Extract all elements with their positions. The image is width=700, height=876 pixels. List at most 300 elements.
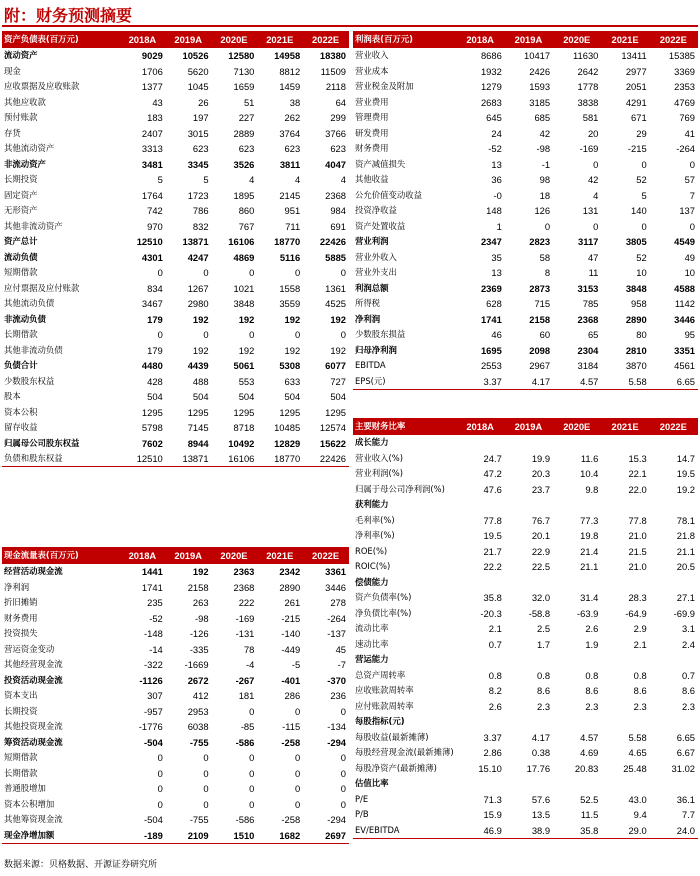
cell-value: 38 xyxy=(289,96,301,108)
row-label: 资产负债率(%) xyxy=(355,592,412,603)
cell-value: -115 xyxy=(282,721,301,733)
row-label: 其他筹资现金流 xyxy=(4,814,63,825)
cell-value: 0 xyxy=(294,798,301,810)
row-label: P/E xyxy=(355,793,369,804)
cell-value: 236 xyxy=(330,690,346,702)
cell-value: 0 xyxy=(340,329,346,341)
title-divider xyxy=(2,25,698,27)
cell-value: 3764 xyxy=(279,127,301,139)
cell-value: 0 xyxy=(203,783,209,795)
balance-sheet-table xyxy=(2,31,349,467)
cell-value: -258 xyxy=(281,736,301,748)
cell-value: 3369 xyxy=(674,65,695,77)
table-header-row xyxy=(2,31,349,48)
cell-value: 15385 xyxy=(668,50,695,62)
cell-value: 628 xyxy=(486,298,502,310)
table-row xyxy=(2,451,349,467)
year-column-header: 2019A xyxy=(505,418,553,435)
cell-value: 35.8 xyxy=(483,592,502,604)
row-label: EPS(元) xyxy=(353,374,457,390)
table-header-row xyxy=(2,547,349,564)
cell-value: 3.37 xyxy=(483,731,502,743)
cell-value: 3153 xyxy=(577,282,599,294)
cell-value: 15.3 xyxy=(628,452,647,464)
cell-value: 13 xyxy=(491,158,502,170)
cell-value: 3313 xyxy=(141,143,163,155)
cell-value: 13 xyxy=(491,267,502,279)
cell-value: 32.0 xyxy=(531,592,551,604)
cell-value: 2873 xyxy=(529,282,551,294)
cell-value xyxy=(650,497,698,513)
cell-value: 42 xyxy=(539,127,551,139)
cell-value: 581 xyxy=(582,112,599,124)
cell-value: 0.8 xyxy=(633,669,647,681)
cell-value: 1706 xyxy=(141,65,163,77)
table-row xyxy=(2,250,349,266)
cell-value: 227 xyxy=(238,112,255,124)
cell-value xyxy=(553,776,601,792)
cell-value: 2.4 xyxy=(681,638,695,650)
cell-value: 1932 xyxy=(480,65,502,77)
cell-value: 57 xyxy=(684,174,695,186)
cell-value: 46 xyxy=(491,329,502,341)
cell-value: -401 xyxy=(281,674,301,686)
cell-value: 36 xyxy=(491,174,502,186)
table-row xyxy=(353,513,698,529)
cash-flow-table xyxy=(2,547,349,844)
cell-value: 11.6 xyxy=(580,452,599,464)
table-row xyxy=(353,668,698,684)
row-label: 财务费用 xyxy=(355,143,389,154)
row-label: 净负债比率(%) xyxy=(355,607,412,618)
cell-value: 2098 xyxy=(529,344,551,356)
year-column-header: 2020E xyxy=(212,547,258,564)
cell-value: 24 xyxy=(491,127,502,139)
cell-value: 2890 xyxy=(625,313,647,325)
cell-value: -335 xyxy=(189,643,209,655)
cell-value: 57.6 xyxy=(531,793,551,805)
cell-value: 3361 xyxy=(325,566,346,578)
cell-value: 17.76 xyxy=(526,762,551,774)
cell-value: 1659 xyxy=(233,81,255,93)
cell-value: 2158 xyxy=(529,313,551,325)
row-label: 营业收入 xyxy=(355,50,389,61)
cell-value: 4769 xyxy=(674,96,695,108)
cell-value: 71.3 xyxy=(483,793,502,805)
row-label: 营业外支出 xyxy=(355,267,397,278)
cell-value: 7 xyxy=(689,189,695,201)
cell-value: 9029 xyxy=(141,50,163,62)
cell-value: 623 xyxy=(192,143,209,155)
cell-value: 27.1 xyxy=(676,592,695,604)
cell-value: 29 xyxy=(636,127,647,139)
cell-value: 767 xyxy=(238,220,255,232)
cell-value: 4 xyxy=(249,174,255,186)
row-label: 现金净增加额 xyxy=(2,828,120,844)
cell-value: 0.38 xyxy=(531,747,551,759)
cell-value: 2980 xyxy=(187,298,209,310)
cell-value: 0.7 xyxy=(488,638,502,650)
cell-value: 2051 xyxy=(625,81,647,93)
cell-value: 2304 xyxy=(577,344,599,356)
cell-value: 2823 xyxy=(529,236,551,248)
row-label: 投资活动现金流 xyxy=(4,674,63,685)
cell-value: 5 xyxy=(157,174,163,186)
table-row xyxy=(2,781,349,797)
cell-value: 1.7 xyxy=(537,638,551,650)
cell-value: 13871 xyxy=(166,451,212,467)
cell-value: 2158 xyxy=(187,581,209,593)
cell-value: 0 xyxy=(157,783,163,795)
cell-value: 7130 xyxy=(233,65,255,77)
cell-value: 3446 xyxy=(674,313,695,325)
cell-value: 7.7 xyxy=(681,809,695,821)
cell-value: 140 xyxy=(631,205,647,217)
cell-value: 3117 xyxy=(578,236,599,248)
cell-value: -52 xyxy=(149,612,163,624)
cell-value: 4.65 xyxy=(628,747,647,759)
cell-value: 671 xyxy=(631,112,647,124)
cell-value xyxy=(457,435,505,451)
cell-value: -215 xyxy=(627,143,647,155)
row-label: 长期投资 xyxy=(4,705,38,716)
year-column-header: 2018A xyxy=(120,31,166,48)
cell-value: 307 xyxy=(147,690,163,702)
cell-value: 5061 xyxy=(233,360,255,372)
cell-value: 685 xyxy=(534,112,551,124)
table-row xyxy=(2,735,349,751)
cell-value: 645 xyxy=(486,112,502,124)
table-row xyxy=(2,626,349,642)
table-row xyxy=(2,219,349,235)
cell-value: 6038 xyxy=(187,721,209,733)
cell-value: 1267 xyxy=(187,282,209,294)
table-row xyxy=(2,312,349,328)
row-label: 营运资金变动 xyxy=(4,643,55,654)
row-label: 少数股东权益 xyxy=(4,375,55,386)
table-row xyxy=(353,95,698,111)
table-row xyxy=(353,621,698,637)
cell-value: 15.9 xyxy=(483,809,502,821)
year-column-header: 2019A xyxy=(505,31,553,48)
row-label: 固定资产 xyxy=(4,189,38,200)
cell-value: 126 xyxy=(534,205,551,217)
cell-value: 3345 xyxy=(187,158,209,170)
cell-value: 504 xyxy=(330,391,346,403)
cell-value: -69.9 xyxy=(673,607,695,619)
cell-value: -504 xyxy=(144,814,163,826)
cell-value: -370 xyxy=(327,674,346,686)
cell-value: 1723 xyxy=(187,189,209,201)
year-column-header: 2019A xyxy=(166,31,212,48)
cell-value: 52 xyxy=(636,174,647,186)
cell-value: 2368 xyxy=(325,189,346,201)
section-header-row xyxy=(353,497,698,513)
table-row xyxy=(2,595,349,611)
cell-value: 2.3 xyxy=(537,700,551,712)
cell-value: 0 xyxy=(340,798,346,810)
cell-value: 6.65 xyxy=(676,731,695,743)
row-label: 每股收益(最新摊薄) xyxy=(355,731,429,742)
table-row xyxy=(2,389,349,405)
cell-value: 19.9 xyxy=(531,452,551,464)
table-row xyxy=(2,436,349,452)
cell-value: 5.58 xyxy=(628,731,647,743)
cell-value: 21.1 xyxy=(580,561,599,573)
cell-value: 24.7 xyxy=(483,452,502,464)
cell-value xyxy=(601,652,649,668)
cell-value: 58 xyxy=(539,251,551,263)
cell-value: 24.0 xyxy=(650,823,698,839)
cell-value: 80 xyxy=(636,329,647,341)
cell-value: 2967 xyxy=(529,360,551,372)
table-row xyxy=(2,420,349,436)
row-label: 少数股东损益 xyxy=(355,329,406,340)
year-column-header: 2021E xyxy=(257,31,303,48)
cell-value: 77.8 xyxy=(628,514,647,526)
row-label: 其他经营现金流 xyxy=(4,659,63,670)
cell-value: 834 xyxy=(147,282,163,294)
table-row xyxy=(353,544,698,560)
cell-value: 488 xyxy=(192,375,209,387)
cell-value: -0 xyxy=(493,189,502,201)
cell-value: 1695 xyxy=(480,344,502,356)
cell-value: 0 xyxy=(249,752,255,764)
row-label: 资本公积增加 xyxy=(4,798,55,809)
row-label: 资产减值损失 xyxy=(355,158,406,169)
cell-value: 1593 xyxy=(529,81,551,93)
row-label: 现金 xyxy=(4,65,21,76)
row-label: 存货 xyxy=(4,127,21,138)
cell-value xyxy=(650,652,698,668)
cell-value: -5 xyxy=(291,659,301,671)
table-row xyxy=(2,234,349,250)
cell-value: 12510 xyxy=(120,451,166,467)
cell-value: 4525 xyxy=(325,298,346,310)
cell-value: 0 xyxy=(249,767,255,779)
table-row xyxy=(353,590,698,606)
cell-value: 2.6 xyxy=(488,700,502,712)
cell-value: 1142 xyxy=(674,298,695,310)
cell-value: 95 xyxy=(684,329,695,341)
year-column-header: 2021E xyxy=(601,418,649,435)
row-label: 留存收益 xyxy=(4,422,38,433)
table-row xyxy=(2,141,349,157)
cell-value: 1295 xyxy=(141,406,163,418)
cell-value: 1764 xyxy=(141,189,163,201)
table-row xyxy=(353,265,698,281)
cell-value: 0 xyxy=(294,267,301,279)
table-row xyxy=(2,766,349,782)
cell-value: 0 xyxy=(157,267,163,279)
row-label: 管理费用 xyxy=(355,112,389,123)
row-label: 长期借款 xyxy=(4,329,38,340)
cell-value: 13871 xyxy=(182,236,209,248)
cell-value xyxy=(650,714,698,730)
cell-value: 4561 xyxy=(674,360,695,372)
year-column-header: 2020E xyxy=(553,418,601,435)
cell-value: 0 xyxy=(249,783,255,795)
cell-value: 20.83 xyxy=(574,762,599,774)
cell-value xyxy=(505,575,553,591)
cell-value: 4869 xyxy=(233,251,255,263)
cell-value: 278 xyxy=(330,597,346,609)
cell-value: 2672 xyxy=(187,674,209,686)
cell-value: -504 xyxy=(144,736,163,748)
row-label: 应付票据及应付账款 xyxy=(4,282,80,293)
cell-value: 2.1 xyxy=(633,638,647,650)
cell-value: 2363 xyxy=(233,566,255,578)
cell-value: 14958 xyxy=(274,50,301,62)
cell-value: 1741 xyxy=(480,313,502,325)
cell-value: 2697 xyxy=(303,828,349,844)
table-row xyxy=(353,234,698,250)
table-row xyxy=(353,466,698,482)
cell-value: 1295 xyxy=(187,406,209,418)
cell-value: 10526 xyxy=(182,50,209,62)
cell-value: 10492 xyxy=(228,437,255,449)
cell-value: -449 xyxy=(281,643,301,655)
row-label: 投资净收益 xyxy=(355,205,397,216)
cell-value: 2.3 xyxy=(633,700,647,712)
table-row xyxy=(353,79,698,95)
cell-value: 42 xyxy=(587,174,599,186)
year-column-header: 2022E xyxy=(650,418,698,435)
cell-value: 8.6 xyxy=(537,685,551,697)
cell-value: 504 xyxy=(284,391,301,403)
year-column-header: 2018A xyxy=(457,31,505,48)
row-label: 股本 xyxy=(4,391,21,402)
table-title: 利润表(百万元) xyxy=(353,31,457,48)
row-label: 净利率(%) xyxy=(355,530,395,541)
table-row xyxy=(2,203,349,219)
table-row xyxy=(353,64,698,80)
cell-value: 3526 xyxy=(233,158,255,170)
cell-value: 0 xyxy=(249,267,255,279)
table-row xyxy=(2,642,349,658)
table-row xyxy=(2,374,349,390)
cell-value: 8944 xyxy=(187,437,209,449)
cell-value: 4.57 xyxy=(553,374,601,390)
cell-value: 3805 xyxy=(625,236,647,248)
table-row xyxy=(353,126,698,142)
cell-value: 2642 xyxy=(577,65,599,77)
row-label: 偿债能力 xyxy=(355,576,389,587)
cell-value: 711 xyxy=(285,220,301,232)
cell-value: 504 xyxy=(238,391,255,403)
cell-value: -14 xyxy=(149,643,163,655)
cell-value: 0 xyxy=(157,752,163,764)
row-label: 总资产周转率 xyxy=(355,669,406,680)
cell-value: -20.3 xyxy=(480,607,502,619)
cell-value: 31.02 xyxy=(671,762,695,774)
table-row xyxy=(2,48,349,64)
cell-value: 4549 xyxy=(674,236,695,248)
row-label: 流动负债 xyxy=(4,251,38,262)
cell-value: 691 xyxy=(330,220,346,232)
cell-value xyxy=(505,497,553,513)
cell-value: 21.7 xyxy=(483,545,502,557)
row-label: 其他流动负债 xyxy=(4,298,55,309)
cell-value: 16106 xyxy=(228,236,255,248)
cell-value: 1895 xyxy=(233,189,255,201)
table-row xyxy=(353,157,698,173)
cell-value: 0 xyxy=(340,783,346,795)
cell-value: 5.58 xyxy=(601,374,649,390)
cell-value: 47.2 xyxy=(483,468,502,480)
year-column-header: 2022E xyxy=(650,31,698,48)
section-header-row xyxy=(353,575,698,591)
row-label: 其他非流动资产 xyxy=(4,220,63,231)
cell-value: 5116 xyxy=(279,251,301,263)
cell-value: 7602 xyxy=(141,437,163,449)
cell-value: 1459 xyxy=(279,81,301,93)
cell-value: 1021 xyxy=(233,282,255,294)
cell-value: 0 xyxy=(294,767,301,779)
cell-value: 6.65 xyxy=(650,374,698,390)
table-row xyxy=(353,141,698,157)
cell-value xyxy=(505,714,553,730)
row-label: 每股经营现金流(最新摊薄) xyxy=(355,747,454,758)
cell-value: 262 xyxy=(284,112,301,124)
cell-value: 0 xyxy=(340,705,346,717)
cell-value: -189 xyxy=(120,828,166,844)
cell-value: 0 xyxy=(340,767,346,779)
row-label: 非流动资产 xyxy=(4,158,46,169)
cell-value: -267 xyxy=(235,674,255,686)
row-label: ROE(%) xyxy=(355,545,388,556)
cell-value: -148 xyxy=(144,628,163,640)
table-row xyxy=(2,704,349,720)
cell-value: 29.0 xyxy=(601,823,649,839)
financial-ratios-table xyxy=(353,418,698,839)
cell-value: 1441 xyxy=(141,566,163,578)
cell-value: 0 xyxy=(544,220,551,232)
cell-value: 0 xyxy=(689,158,695,170)
cell-value: -63.9 xyxy=(577,607,599,619)
cell-value: 7145 xyxy=(187,422,209,434)
row-label: 资产处置收益 xyxy=(355,220,406,231)
cell-value: 52.5 xyxy=(580,793,599,805)
cell-value: 131 xyxy=(582,205,599,217)
cell-value: 623 xyxy=(238,143,255,155)
cell-value: 2553 xyxy=(480,360,502,372)
cell-value xyxy=(601,497,649,513)
cell-value: 52 xyxy=(636,251,647,263)
row-label: 归母净利润 xyxy=(355,344,397,355)
cell-value: 192 xyxy=(330,344,346,356)
cell-value: 286 xyxy=(284,690,301,702)
table-row xyxy=(2,750,349,766)
cell-value: -264 xyxy=(676,143,695,155)
cell-value: 1778 xyxy=(577,81,599,93)
row-label: 利润总额 xyxy=(355,282,389,293)
cell-value: 8718 xyxy=(233,422,255,434)
cell-value: 19.8 xyxy=(580,530,599,542)
table-row xyxy=(2,64,349,80)
cell-value: 0 xyxy=(294,783,301,795)
cell-value: -98 xyxy=(536,143,551,155)
section-header-row xyxy=(353,435,698,451)
cell-value: 192 xyxy=(192,313,209,325)
row-label: 速动比率 xyxy=(355,638,389,649)
cell-value: 0 xyxy=(294,329,301,341)
cell-value: 192 xyxy=(238,313,255,325)
row-label: 资本公积 xyxy=(4,406,38,417)
cell-value: 3838 xyxy=(577,96,599,108)
row-label: 其他非流动负债 xyxy=(4,344,63,355)
row-label: 应收账款周转率 xyxy=(355,685,414,696)
